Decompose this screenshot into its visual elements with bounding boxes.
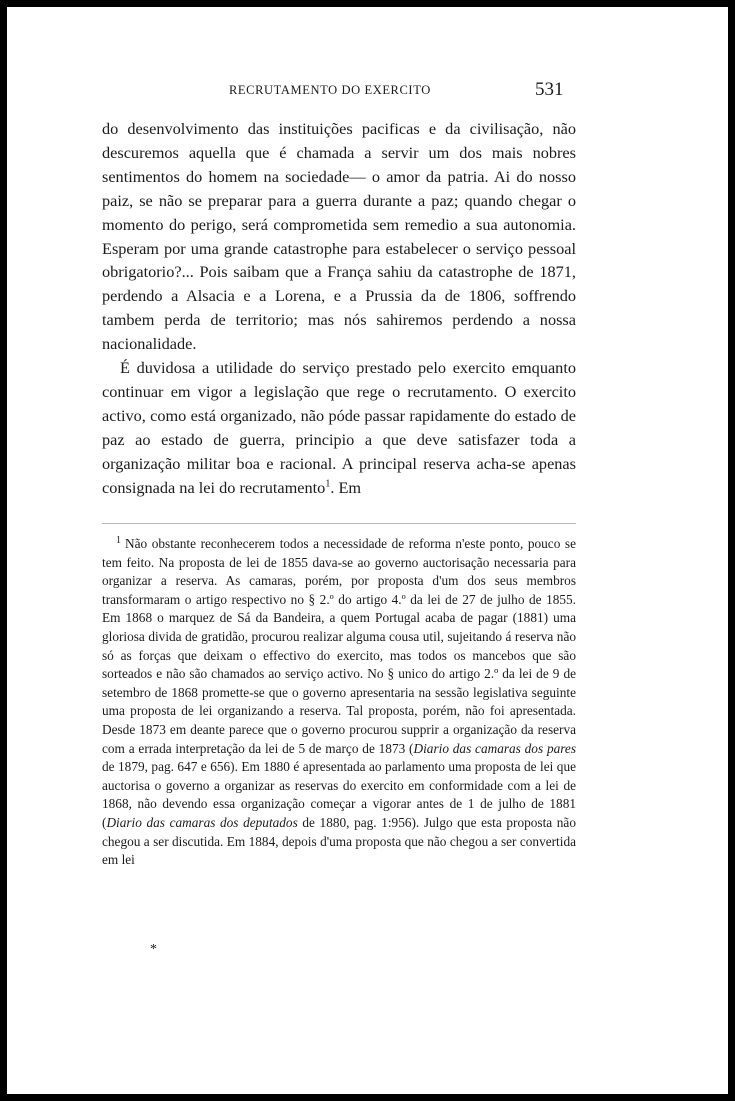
footnote-text-1: Não obstante reconhecerem todos a necessidade de reforma n'este ponto, pouco se tem feito. Na proposta de lei de 1855 dava-se ao governo auctorisação necessaria para organizar a reserva. As camaras, porém, por proposta d'um dos seus membros transformaram o artigo respectivo no § 2.º do artigo 4.º da lei de 27 de julho de 1855. Em 1868 o marquez de Sá da Bandeira, a quem Portugal acaba de pagar (1881) uma gloriosa divida de gratidão, procurou realizar alguma cousa util, sujeitando á reserva não só as forças que deixam o effectivo do exercito, mas todos os mancebos que são sorteados e não são chamados ao serviço activo. No § unico do artigo 2.º da lei de 9 de setembro de 1868 promette-se que o governo apresentaria na sessão legislativa seguinte uma proposta de lei organizando a reserva. Tal proposta, porém, não foi apresentada. Desde 1873 em deante parece que o governo procurou supprir a organização da reserva com a errada interpretação da lei de 5 de março de 1873 ( bbox=[102, 536, 576, 756]
footnote-text-2: de 1879, pag. 647 e 656). Em 1880 é apresentada ao parlamento uma proposta de lei que auctorisa o governo a organizar as reservas do exercito em conformidade com a lei de 1868, não devendo essa organização começar a vigorar antes de 1 de julho de 1881 ( bbox=[102, 759, 576, 830]
footnote-citation-2: Diario das camaras dos deputados bbox=[106, 814, 298, 830]
book-page bbox=[7, 7, 728, 1094]
paragraph-2 bbox=[102, 356, 576, 499]
page-number: 531 bbox=[535, 79, 564, 100]
footnote-citation-1: Diario das camaras dos pares bbox=[413, 740, 576, 756]
main-text bbox=[102, 117, 576, 500]
paragraph-2-end: . Em bbox=[330, 477, 362, 497]
paragraph-2-text: É duvidosa a utilidade do serviço prestado pelo exercito emquanto continuar em vigor a legislação que rege o recrutamento. O exercito activo, como está organizado, não póde passar rapidamente do estado de paz ao estado de guerra, principio a que deve satisfazer toda a organização militar boa e racional. A principal reserva acha-se apenas consignada na lei do recrutamento bbox=[102, 358, 576, 497]
signature-mark: * bbox=[150, 942, 157, 957]
running-title: RECRUTAMENTO DO EXERCITO bbox=[229, 83, 431, 97]
footnote-divider bbox=[102, 523, 576, 524]
footnote-marker: 1 bbox=[116, 534, 121, 546]
footnote-text-3: de 1880, pag. 1:956). Julgo que esta proposta não chegou a ser discutida. Em 1884, depois d'uma proposta que não chegou a ser convertida em lei bbox=[102, 814, 576, 868]
paragraph-1: do desenvolvimento das instituições pacificas e da civilisação, não descuremos aquella que é chamada a servir um dos mais nobres sentimentos do homem na sociedade— o amor da patria. Ai do nosso paiz, se não se preparar para a guerra durante a paz; quando chegar o momento do perigo, será comprometida sem remedio a sua autonomia. Esperam por uma grande catastrophe para estabelecer o serviço pessoal obrigatorio?... Pois saibam que a França sahiu da catastrophe de 1871, perdendo a Alsacia e a Lorena, e a Prussia da de 1806, soffrendo tambem perda de territorio; mas nós sahiremos perdendo a nossa nacionalidade. bbox=[102, 119, 576, 354]
footnotes bbox=[102, 535, 576, 870]
page-header bbox=[7, 79, 728, 105]
footnote-1 bbox=[102, 535, 576, 870]
footnote-reference: 1 bbox=[325, 478, 331, 490]
